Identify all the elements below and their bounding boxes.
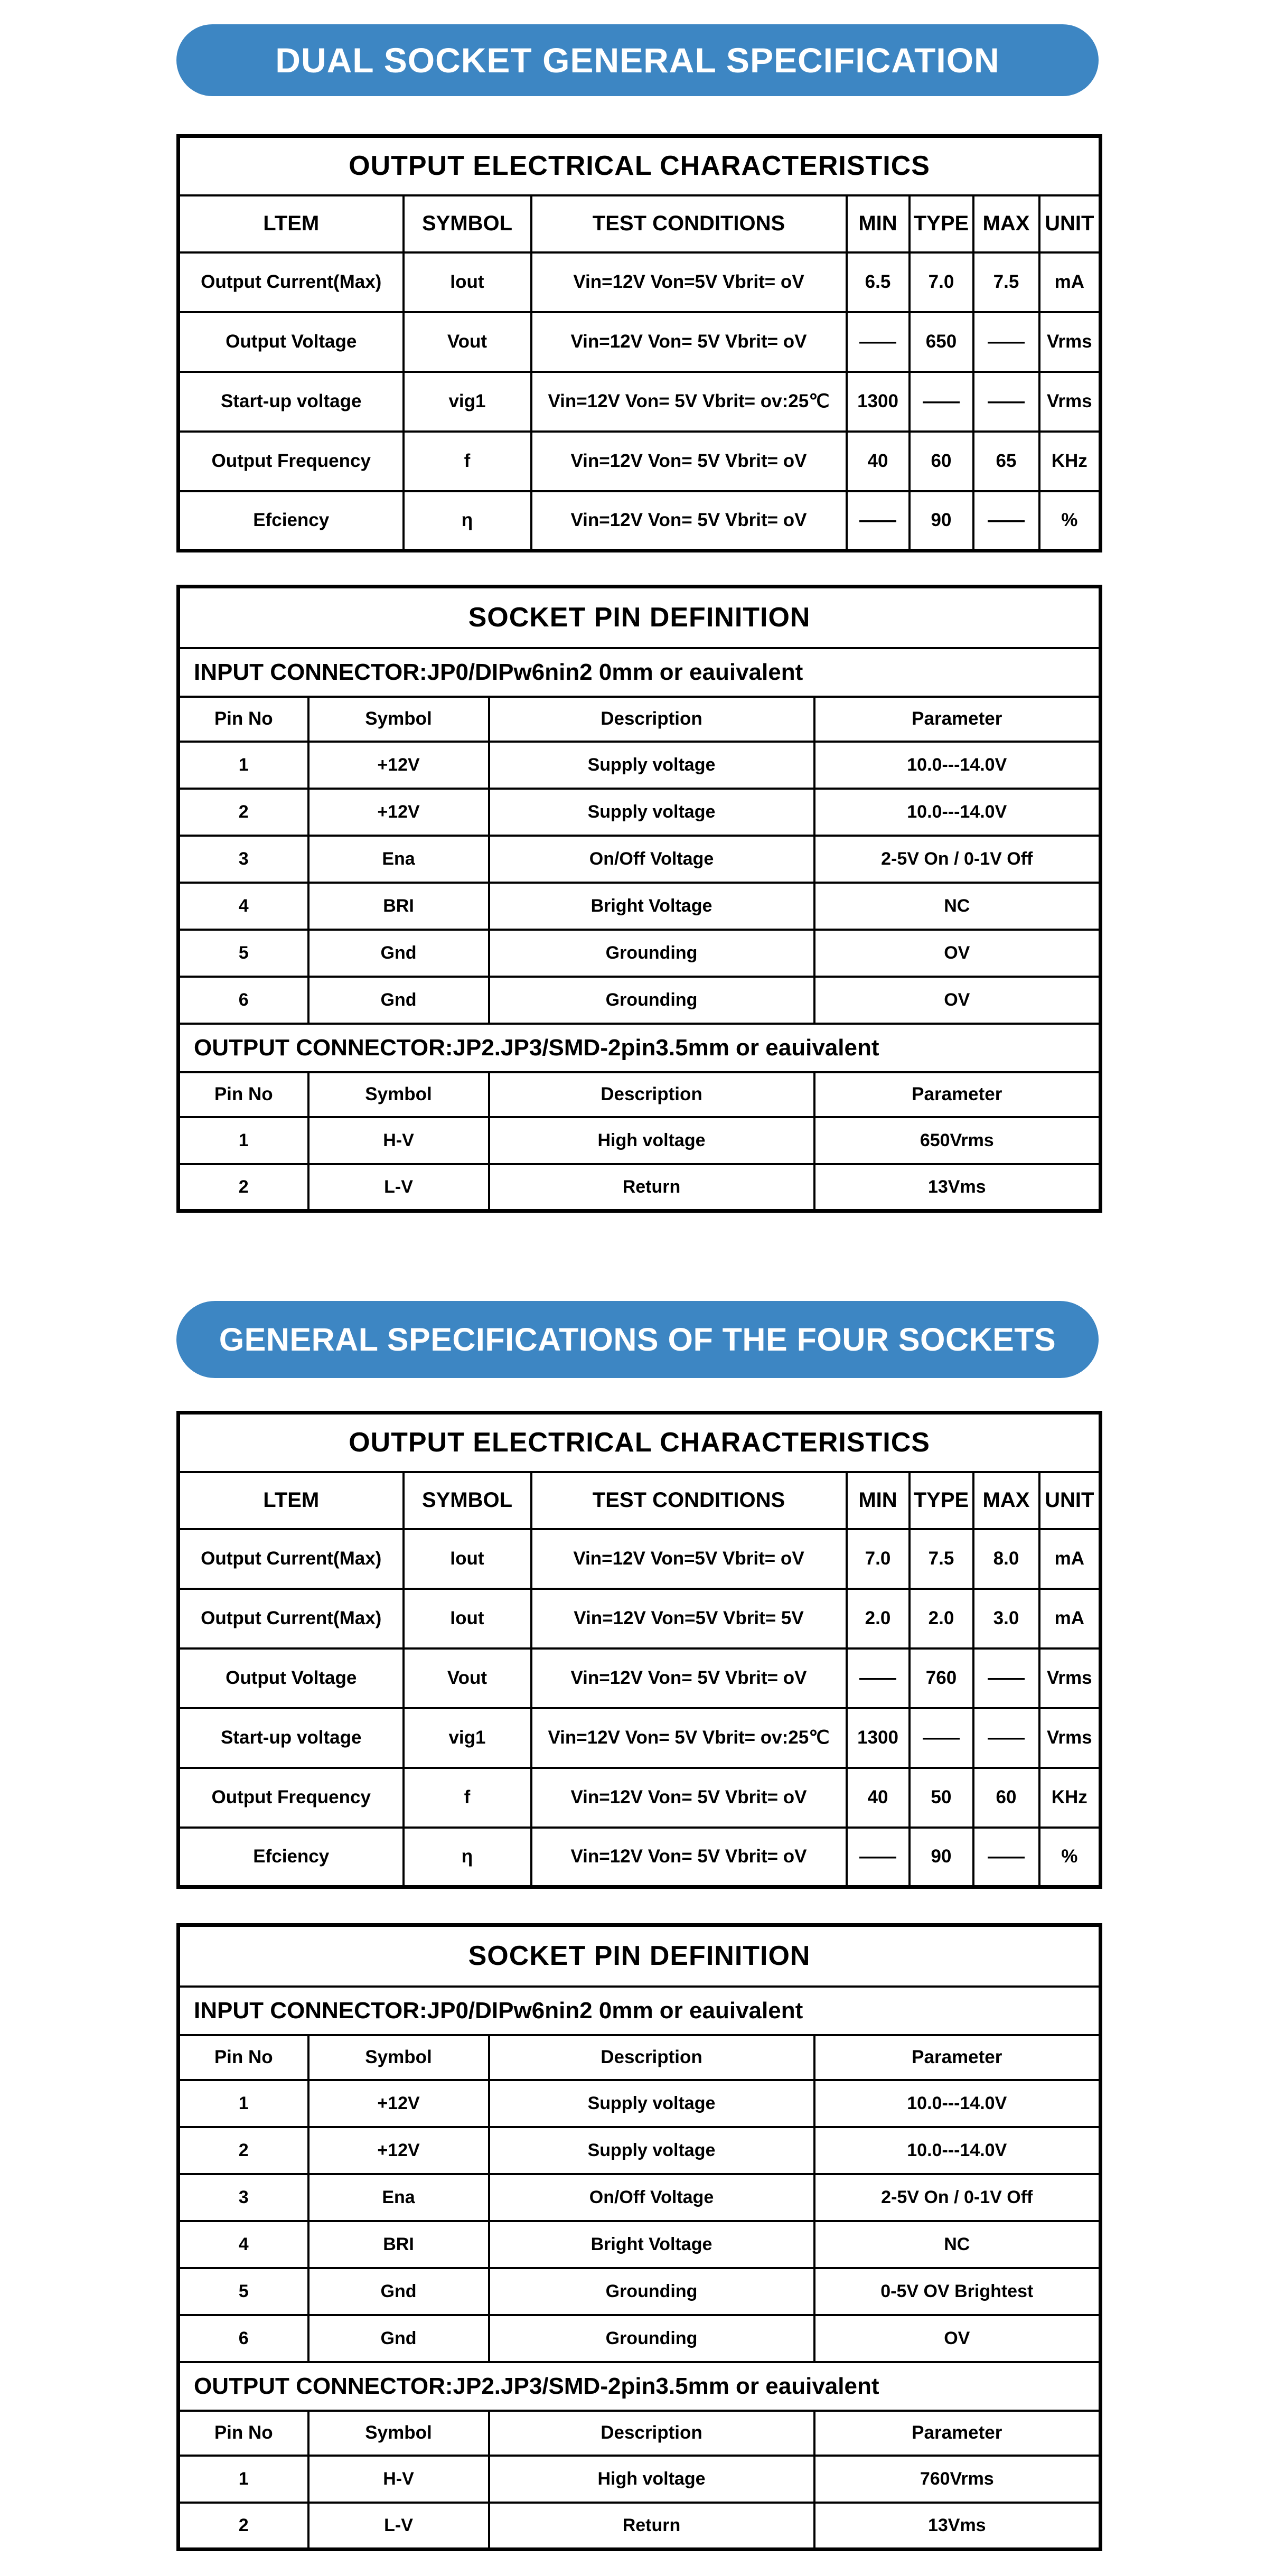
cell: 7.0	[847, 1529, 910, 1589]
banner-dual-socket-label: DUAL SOCKET GENERAL SPECIFICATION	[275, 41, 1000, 80]
cell: +12V	[308, 742, 489, 789]
cell: BRI	[308, 2221, 489, 2268]
title-row	[179, 587, 1101, 648]
cell: 1	[179, 1117, 308, 1164]
cell: Iout	[404, 1589, 531, 1648]
electrical-table-four	[176, 1411, 1102, 1889]
table-row	[179, 372, 1101, 432]
table-row	[179, 1589, 1101, 1648]
cell: 50	[910, 1768, 973, 1828]
cell: OV	[814, 2315, 1101, 2362]
cell: NC	[814, 2221, 1101, 2268]
table-row	[179, 2268, 1101, 2315]
spec-sheet-content	[176, 24, 1099, 2551]
cell: Return	[489, 2503, 814, 2550]
cell: 760	[910, 1648, 973, 1708]
cell: KHz	[1039, 432, 1101, 491]
table-row	[179, 742, 1101, 789]
cell: Iout	[404, 1529, 531, 1589]
cell: 7.5	[973, 252, 1039, 312]
column-header: LTEM	[179, 1472, 404, 1529]
cell: %	[1039, 491, 1101, 551]
cell: Output Current(Max)	[179, 252, 404, 312]
cell: Output Frequency	[179, 1768, 404, 1828]
banner-four-sockets	[176, 1301, 1099, 1378]
cell: 6	[179, 977, 308, 1024]
table-row	[179, 1117, 1101, 1164]
cell: 40	[847, 432, 910, 491]
output-connector-row	[179, 1024, 1101, 1072]
table-row	[179, 1164, 1101, 1211]
table-title: OUTPUT ELECTRICAL CHARACTERISTICS	[179, 136, 1101, 195]
cell: mA	[1039, 252, 1101, 312]
header-row	[179, 697, 1101, 742]
cell: vig1	[404, 1708, 531, 1768]
cell: ——	[847, 1648, 910, 1708]
cell: +12V	[308, 2080, 489, 2127]
cell: Vrms	[1039, 312, 1101, 372]
cell: ——	[847, 1828, 910, 1887]
table-row	[179, 1648, 1101, 1708]
column-header: Description	[489, 1072, 814, 1117]
table-row	[179, 1708, 1101, 1768]
column-header: Symbol	[308, 2411, 489, 2456]
cell: mA	[1039, 1529, 1101, 1589]
cell: High voltage	[489, 1117, 814, 1164]
cell: 10.0---14.0V	[814, 742, 1101, 789]
column-header: Description	[489, 2035, 814, 2080]
cell: ——	[973, 372, 1039, 432]
cell: Gnd	[308, 2315, 489, 2362]
cell: 7.0	[910, 252, 973, 312]
cell: ——	[847, 491, 910, 551]
cell: 3.0	[973, 1589, 1039, 1648]
connector-section-header: INPUT CONNECTOR:JP0/DIPw6nin2 0mm or eauivalent	[179, 1987, 1101, 2035]
cell: Vout	[404, 312, 531, 372]
cell: 3	[179, 836, 308, 883]
column-header: TYPE	[910, 195, 973, 252]
table-row	[179, 2456, 1101, 2503]
cell: On/Off Voltage	[489, 836, 814, 883]
input-connector-row	[179, 648, 1101, 697]
cell: η	[404, 491, 531, 551]
cell: Start-up voltage	[179, 372, 404, 432]
table-row	[179, 883, 1101, 930]
cell: Output Current(Max)	[179, 1529, 404, 1589]
cell: Output Frequency	[179, 432, 404, 491]
cell: 2	[179, 1164, 308, 1211]
table-row	[179, 1768, 1101, 1828]
cell: 13Vms	[814, 1164, 1101, 1211]
table-row	[179, 2221, 1101, 2268]
cell: 7.5	[910, 1529, 973, 1589]
table-row	[179, 432, 1101, 491]
cell: Iout	[404, 252, 531, 312]
table-row	[179, 252, 1101, 312]
cell: 2	[179, 2503, 308, 2550]
header-row	[179, 1072, 1101, 1117]
cell: Vout	[404, 1648, 531, 1708]
table-row	[179, 2315, 1101, 2362]
cell: f	[404, 432, 531, 491]
column-header: Pin No	[179, 2035, 308, 2080]
cell: Output Voltage	[179, 1648, 404, 1708]
table-row	[179, 2080, 1101, 2127]
cell: 65	[973, 432, 1039, 491]
table-row	[179, 2127, 1101, 2174]
cell: High voltage	[489, 2456, 814, 2503]
cell: 60	[910, 432, 973, 491]
cell: H-V	[308, 1117, 489, 1164]
table-row	[179, 1529, 1101, 1589]
header-row	[179, 1472, 1101, 1529]
output-connector-row	[179, 2362, 1101, 2411]
title-row	[179, 1413, 1101, 1472]
connector-section-header: INPUT CONNECTOR:JP0/DIPw6nin2 0mm or eauivalent	[179, 648, 1101, 697]
cell: Vin=12V Von=5V Vbrit= 5V	[531, 1589, 847, 1648]
cell: 2.0	[910, 1589, 973, 1648]
cell: Grounding	[489, 2315, 814, 2362]
cell: 8.0	[973, 1529, 1039, 1589]
cell: 1	[179, 742, 308, 789]
cell: Vin=12V Von= 5V Vbrit= oV	[531, 1648, 847, 1708]
column-header: SYMBOL	[404, 1472, 531, 1529]
column-header: MAX	[973, 1472, 1039, 1529]
column-header: Pin No	[179, 2411, 308, 2456]
table-title: OUTPUT ELECTRICAL CHARACTERISTICS	[179, 1413, 1101, 1472]
cell: ——	[973, 1648, 1039, 1708]
cell: Vin=12V Von= 5V Vbrit= oV	[531, 491, 847, 551]
connector-section-header: OUTPUT CONNECTOR:JP2.JP3/SMD-2pin3.5mm or eauivalent	[179, 1024, 1101, 1072]
cell: 2-5V On / 0-1V Off	[814, 2174, 1101, 2221]
cell: Ena	[308, 2174, 489, 2221]
cell: ——	[973, 491, 1039, 551]
table-title: SOCKET PIN DEFINITION	[179, 1925, 1101, 1987]
cell: Vin=12V Von= 5V Vbrit= oV	[531, 1768, 847, 1828]
pin-table-four	[176, 1923, 1102, 2551]
header-row	[179, 2411, 1101, 2456]
cell: 3	[179, 2174, 308, 2221]
cell: L-V	[308, 1164, 489, 1211]
cell: +12V	[308, 2127, 489, 2174]
header-row	[179, 2035, 1101, 2080]
column-header: Description	[489, 697, 814, 742]
connector-section-header: OUTPUT CONNECTOR:JP2.JP3/SMD-2pin3.5mm or eauivalent	[179, 2362, 1101, 2411]
cell: Grounding	[489, 2268, 814, 2315]
cell: 10.0---14.0V	[814, 2080, 1101, 2127]
cell: Output Voltage	[179, 312, 404, 372]
cell: 40	[847, 1768, 910, 1828]
cell: Return	[489, 1164, 814, 1211]
table-title: SOCKET PIN DEFINITION	[179, 587, 1101, 648]
cell: 0-5V OV Brightest	[814, 2268, 1101, 2315]
cell: Output Current(Max)	[179, 1589, 404, 1648]
column-header: Symbol	[308, 697, 489, 742]
column-header: UNIT	[1039, 195, 1101, 252]
cell: 10.0---14.0V	[814, 789, 1101, 836]
column-header: LTEM	[179, 195, 404, 252]
column-header: SYMBOL	[404, 195, 531, 252]
cell: ——	[910, 372, 973, 432]
cell: OV	[814, 977, 1101, 1024]
table-row	[179, 789, 1101, 836]
cell: η	[404, 1828, 531, 1887]
cell: 2	[179, 789, 308, 836]
cell: Efciency	[179, 491, 404, 551]
cell: +12V	[308, 789, 489, 836]
cell: Supply voltage	[489, 2127, 814, 2174]
cell: Efciency	[179, 1828, 404, 1887]
cell: 10.0---14.0V	[814, 2127, 1101, 2174]
cell: %	[1039, 1828, 1101, 1887]
table-row	[179, 2174, 1101, 2221]
cell: Vrms	[1039, 1648, 1101, 1708]
column-header: Symbol	[308, 1072, 489, 1117]
cell: 90	[910, 491, 973, 551]
cell: Vin=12V Von= 5V Vbrit= oV	[531, 1828, 847, 1887]
cell: Supply voltage	[489, 789, 814, 836]
column-header: Symbol	[308, 2035, 489, 2080]
cell: 650Vrms	[814, 1117, 1101, 1164]
column-header: UNIT	[1039, 1472, 1101, 1529]
cell: 5	[179, 930, 308, 977]
table-row	[179, 977, 1101, 1024]
cell: Vin=12V Von=5V Vbrit= oV	[531, 252, 847, 312]
pin-table-dual	[176, 585, 1102, 1213]
column-header: Description	[489, 2411, 814, 2456]
cell: ——	[973, 1708, 1039, 1768]
cell: Supply voltage	[489, 742, 814, 789]
column-header: Parameter	[814, 2411, 1101, 2456]
cell: vig1	[404, 372, 531, 432]
column-header: MIN	[847, 1472, 910, 1529]
cell: Bright Voltage	[489, 883, 814, 930]
column-header: TEST CONDITIONS	[531, 195, 847, 252]
cell: Vrms	[1039, 372, 1101, 432]
cell: 6	[179, 2315, 308, 2362]
cell: BRI	[308, 883, 489, 930]
table-row	[179, 2503, 1101, 2550]
electrical-table-dual	[176, 134, 1102, 552]
column-header: MIN	[847, 195, 910, 252]
banner-dual-socket	[176, 24, 1099, 96]
column-header: Pin No	[179, 697, 308, 742]
table-row	[179, 491, 1101, 551]
cell: L-V	[308, 2503, 489, 2550]
cell: Vrms	[1039, 1708, 1101, 1768]
cell: ——	[910, 1708, 973, 1768]
cell: Ena	[308, 836, 489, 883]
cell: Vin=12V Von= 5V Vbrit= oV	[531, 432, 847, 491]
cell: H-V	[308, 2456, 489, 2503]
cell: Supply voltage	[489, 2080, 814, 2127]
column-header: Pin No	[179, 1072, 308, 1117]
table-row	[179, 1828, 1101, 1887]
cell: Vin=12V Von=5V Vbrit= oV	[531, 1529, 847, 1589]
cell: ——	[973, 312, 1039, 372]
column-header: TYPE	[910, 1472, 973, 1529]
cell: 4	[179, 883, 308, 930]
cell: 2	[179, 2127, 308, 2174]
cell: 1300	[847, 372, 910, 432]
cell: 760Vrms	[814, 2456, 1101, 2503]
cell: 60	[973, 1768, 1039, 1828]
column-header: Parameter	[814, 2035, 1101, 2080]
title-row	[179, 136, 1101, 195]
cell: Start-up voltage	[179, 1708, 404, 1768]
cell: Vin=12V Von= 5V Vbrit= ov:25℃	[531, 1708, 847, 1768]
cell: 6.5	[847, 252, 910, 312]
table-row	[179, 312, 1101, 372]
cell: Gnd	[308, 977, 489, 1024]
column-header: Parameter	[814, 1072, 1101, 1117]
cell: Gnd	[308, 930, 489, 977]
cell: ——	[847, 312, 910, 372]
cell: NC	[814, 883, 1101, 930]
cell: 2-5V On / 0-1V Off	[814, 836, 1101, 883]
cell: Grounding	[489, 977, 814, 1024]
cell: 1	[179, 2456, 308, 2503]
cell: f	[404, 1768, 531, 1828]
cell: Grounding	[489, 930, 814, 977]
cell: OV	[814, 930, 1101, 977]
table-row	[179, 836, 1101, 883]
cell: 90	[910, 1828, 973, 1887]
cell: 5	[179, 2268, 308, 2315]
cell: Bright Voltage	[489, 2221, 814, 2268]
cell: Vin=12V Von= 5V Vbrit= oV	[531, 312, 847, 372]
cell: 1	[179, 2080, 308, 2127]
cell: On/Off Voltage	[489, 2174, 814, 2221]
cell: Vin=12V Von= 5V Vbrit= ov:25℃	[531, 372, 847, 432]
cell: 4	[179, 2221, 308, 2268]
cell: KHz	[1039, 1768, 1101, 1828]
cell: 1300	[847, 1708, 910, 1768]
cell: 650	[910, 312, 973, 372]
column-header: Parameter	[814, 697, 1101, 742]
header-row	[179, 195, 1101, 252]
banner-four-sockets-label: GENERAL SPECIFICATIONS OF THE FOUR SOCKETS	[219, 1322, 1056, 1357]
title-row	[179, 1925, 1101, 1987]
cell: 13Vms	[814, 2503, 1101, 2550]
cell: mA	[1039, 1589, 1101, 1648]
cell: 2.0	[847, 1589, 910, 1648]
column-header: MAX	[973, 195, 1039, 252]
column-header: TEST CONDITIONS	[531, 1472, 847, 1529]
table-row	[179, 930, 1101, 977]
input-connector-row	[179, 1987, 1101, 2035]
cell: ——	[973, 1828, 1039, 1887]
cell: Gnd	[308, 2268, 489, 2315]
